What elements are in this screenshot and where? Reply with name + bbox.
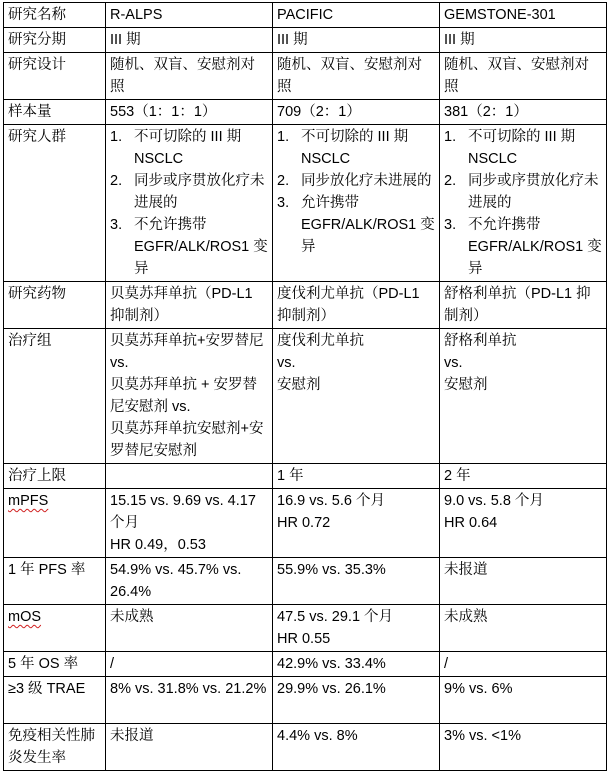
sample-size-value: 381（2：1） <box>440 100 607 125</box>
drug-value: 贝莫苏拜单抗（PD-L1 抑制剂） <box>106 282 273 329</box>
criteria-list <box>110 126 269 280</box>
mos-cell <box>440 605 607 652</box>
criteria-item <box>277 126 436 170</box>
criteria-number: 2. <box>110 173 123 189</box>
treatment-limit-label: 治疗上限 <box>4 464 106 489</box>
criteria-item <box>277 170 436 192</box>
population-row <box>4 125 607 282</box>
mos-value: 47.5 vs. 29.1 个月 <box>277 609 394 625</box>
sample-size-value: 553（1：1：1） <box>106 100 273 125</box>
drug-value: 度伐利尤单抗（PD-L1 抑制剂） <box>273 282 440 329</box>
criteria-number: 3. <box>444 217 457 233</box>
arm-line: 安慰剂 <box>444 377 488 393</box>
arm-line: 舒格利单抗 <box>444 333 517 349</box>
criteria-text: 同步或序贯放化疗未进展的 <box>134 173 265 211</box>
mpfs-hr: HR 0.49，0.53 <box>110 537 206 553</box>
pneumonitis-value: 3% vs. <1% <box>440 724 607 771</box>
trae-row <box>4 677 607 724</box>
comparison-table <box>3 2 607 771</box>
pfs-1y-value: 54.9% vs. 45.7% vs. 26.4% <box>106 558 273 605</box>
design-label: 研究设计 <box>4 53 106 100</box>
criteria-text: 不允许携带 EGFR/ALK/ROS1 变异 <box>468 217 602 277</box>
drug-value: 舒格利单抗（PD-L1 抑制剂） <box>440 282 607 329</box>
os-5y-value: / <box>106 652 273 677</box>
mpfs-value: 9.0 vs. 5.8 个月 <box>444 493 544 509</box>
treatment-arm-cell <box>106 329 273 464</box>
mos-value: 未成熟 <box>110 609 154 625</box>
population-label: 研究人群 <box>4 125 106 282</box>
phase-label: 研究分期 <box>4 28 106 53</box>
phase-row <box>4 28 607 53</box>
header-label: 研究名称 <box>4 3 106 28</box>
sample-size-value: 709（2：1） <box>273 100 440 125</box>
treatment-arm-cell <box>273 329 440 464</box>
pneumonitis-value: 未报道 <box>106 724 273 771</box>
mos-cell <box>273 605 440 652</box>
treatment-arm-label: 治疗组 <box>4 329 106 464</box>
criteria-text: 同步放化疗未进展的 <box>301 173 432 189</box>
criteria-item <box>444 170 603 214</box>
mos-value: 未成熟 <box>444 609 488 625</box>
arm-line: vs. <box>277 355 296 371</box>
criteria-item <box>444 126 603 170</box>
criteria-text: 不可切除的 III 期 NSCLC <box>468 129 576 167</box>
population-cell <box>273 125 440 282</box>
drug-row <box>4 282 607 329</box>
treatment-limit-value <box>106 464 273 489</box>
arm-line: 度伐利尤单抗 <box>277 333 364 349</box>
criteria-item <box>110 214 269 280</box>
arm-line: 安慰剂 <box>277 377 321 393</box>
treatment-limit-row <box>4 464 607 489</box>
pfs-1y-label: 1 年 PFS 率 <box>4 558 106 605</box>
criteria-item <box>110 126 269 170</box>
mpfs-hr: HR 0.64 <box>444 515 498 531</box>
criteria-number: 3. <box>277 195 290 211</box>
study-name-gemstone: GEMSTONE-301 <box>440 3 607 28</box>
treatment-arm-row <box>4 329 607 464</box>
criteria-number: 1. <box>110 129 123 145</box>
arm-line: vs. <box>444 355 463 371</box>
design-value: 随机、双盲、安慰剂对照 <box>440 53 607 100</box>
os-5y-label: 5 年 OS 率 <box>4 652 106 677</box>
mpfs-value: 16.9 vs. 5.6 个月 <box>277 493 385 509</box>
mpfs-cell <box>273 489 440 558</box>
treatment-limit-value: 2 年 <box>440 464 607 489</box>
trae-value: 8% vs. 31.8% vs. 21.2% <box>106 677 273 724</box>
pneumonitis-label: 免疫相关性肺炎发生率 <box>4 724 106 771</box>
os-5y-value: / <box>440 652 607 677</box>
criteria-number: 2. <box>444 173 457 189</box>
treatment-limit-value: 1 年 <box>273 464 440 489</box>
os-5y-row <box>4 652 607 677</box>
mos-cell <box>106 605 273 652</box>
mpfs-label: mPFS <box>8 493 49 509</box>
study-name-pacific: PACIFIC <box>273 3 440 28</box>
mos-label: mOS <box>8 609 42 625</box>
mpfs-cell <box>106 489 273 558</box>
phase-value: III 期 <box>273 28 440 53</box>
trae-label: ≥3 级 TRAE <box>4 677 106 724</box>
drug-label: 研究药物 <box>4 282 106 329</box>
arm-line: 贝莫苏拜单抗安慰剂+安罗替尼安慰剂 <box>110 421 264 459</box>
os-5y-value: 42.9% vs. 33.4% <box>273 652 440 677</box>
criteria-text: 允许携带 EGFR/ALK/ROS1 变异 <box>301 195 435 255</box>
trae-value: 9% vs. 6% <box>440 677 607 724</box>
pfs-1y-row <box>4 558 607 605</box>
study-name-r-alps: R-ALPS <box>106 3 273 28</box>
design-value: 随机、双盲、安慰剂对照 <box>106 53 273 100</box>
criteria-text: 不允许携带 EGFR/ALK/ROS1 变异 <box>134 217 268 277</box>
header-row <box>4 3 607 28</box>
criteria-number: 1. <box>444 129 457 145</box>
mos-row <box>4 605 607 652</box>
mpfs-row <box>4 489 607 558</box>
trae-value: 29.9% vs. 26.1% <box>273 677 440 724</box>
criteria-number: 3. <box>110 217 123 233</box>
design-row <box>4 53 607 100</box>
pfs-1y-value: 未报道 <box>440 558 607 605</box>
pneumonitis-row <box>4 724 607 771</box>
pfs-1y-value: 55.9% vs. 35.3% <box>273 558 440 605</box>
arm-line: 贝莫苏拜单抗+安罗替尼 vs. <box>110 333 264 371</box>
mos-hr: HR 0.55 <box>277 631 331 647</box>
criteria-text: 不可切除的 III 期 NSCLC <box>301 129 409 167</box>
pneumonitis-value: 4.4% vs. 8% <box>273 724 440 771</box>
mpfs-value: 15.15 vs. 9.69 vs. 4.17 个月 <box>110 493 256 531</box>
criteria-number: 1. <box>277 129 290 145</box>
criteria-number: 2. <box>277 173 290 189</box>
mpfs-cell <box>440 489 607 558</box>
design-value: 随机、双盲、安慰剂对照 <box>273 53 440 100</box>
criteria-item <box>110 170 269 214</box>
criteria-list <box>444 126 603 280</box>
sample-size-label: 样本量 <box>4 100 106 125</box>
treatment-arm-cell <box>440 329 607 464</box>
population-cell <box>440 125 607 282</box>
mpfs-label-cell <box>4 489 106 558</box>
criteria-item <box>277 192 436 258</box>
arm-line: 贝莫苏拜单抗 + 安罗替尼安慰剂 vs. <box>110 377 258 415</box>
criteria-text: 不可切除的 III 期 NSCLC <box>134 129 242 167</box>
phase-value: III 期 <box>106 28 273 53</box>
phase-value: III 期 <box>440 28 607 53</box>
mos-label-cell <box>4 605 106 652</box>
mpfs-hr: HR 0.72 <box>277 515 331 531</box>
criteria-item <box>444 214 603 280</box>
criteria-list <box>277 126 436 258</box>
criteria-text: 同步或序贯放化疗未进展的 <box>468 173 599 211</box>
sample-size-row <box>4 100 607 125</box>
population-cell <box>106 125 273 282</box>
